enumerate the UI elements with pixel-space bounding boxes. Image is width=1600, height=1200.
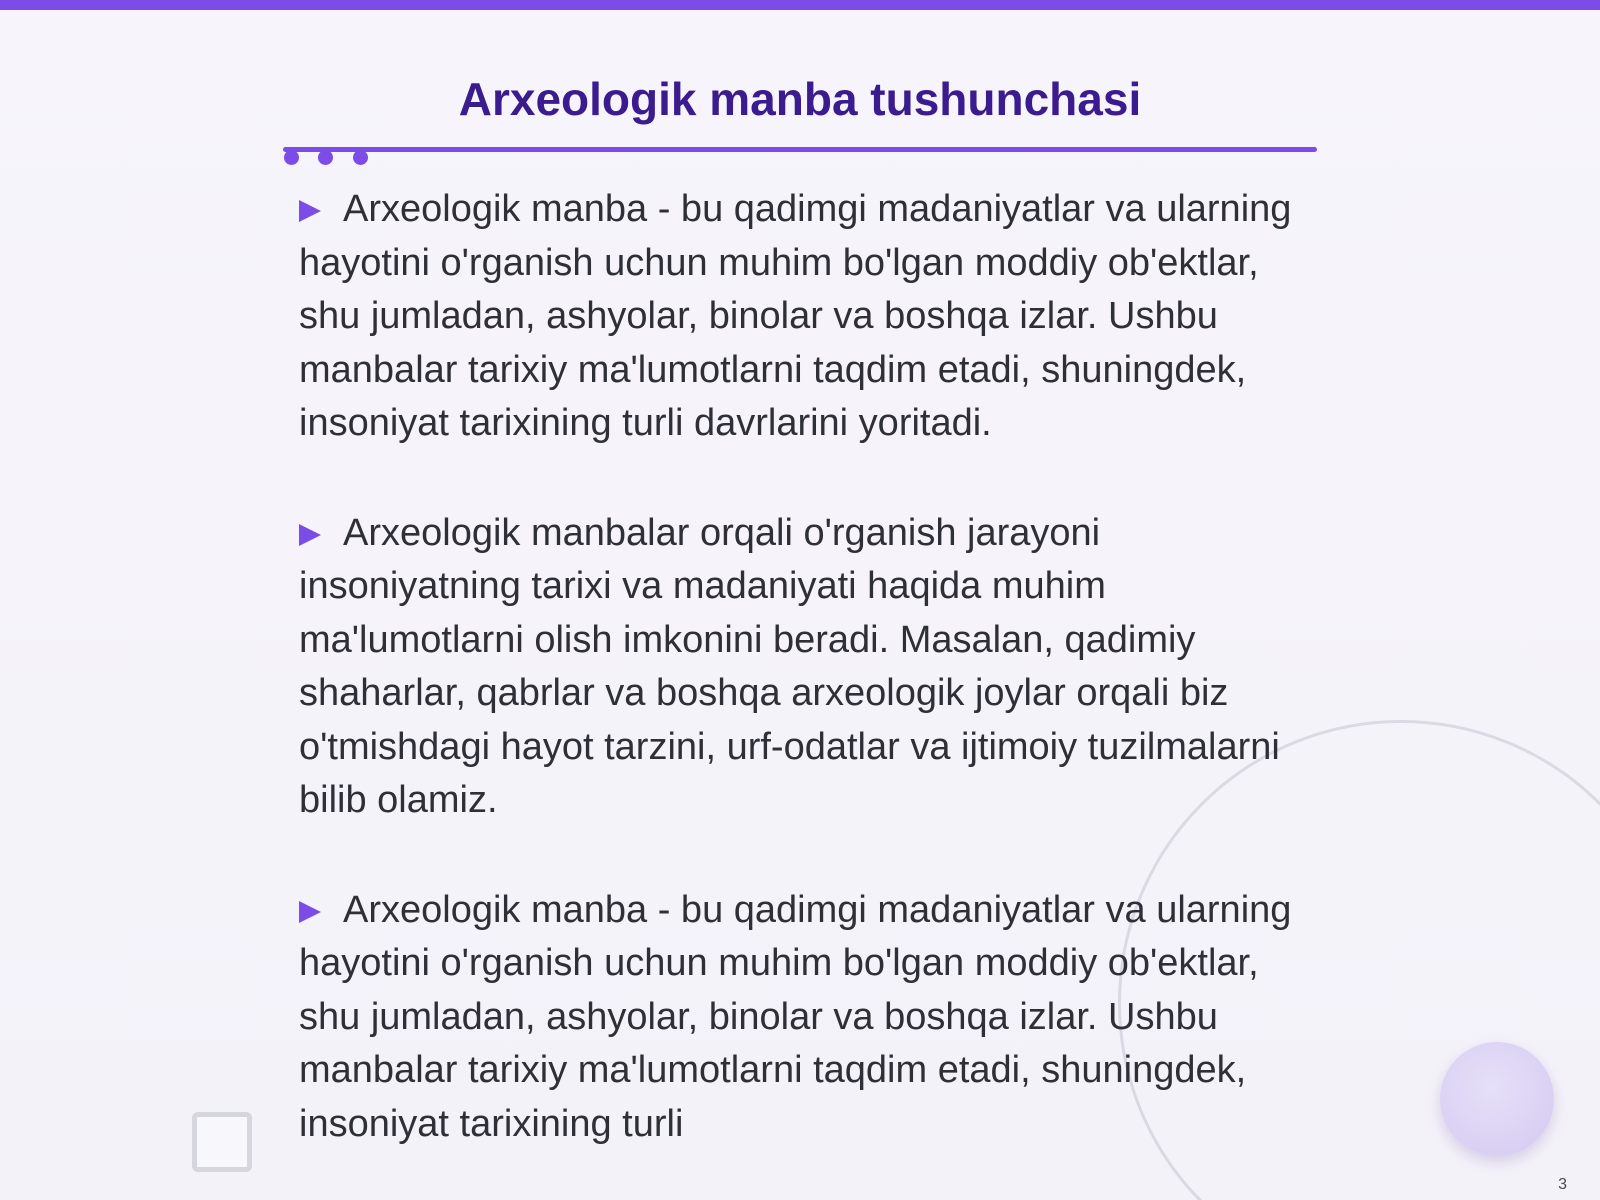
decorative-dot [353, 150, 368, 165]
slide-title: Arxeologik manba tushunchasi [458, 73, 1142, 125]
title-underline [283, 147, 1317, 152]
triangle-arrow-icon [299, 524, 321, 546]
decorative-dot [284, 150, 299, 165]
bullet-item [299, 884, 1309, 1152]
triangle-arrow-icon [299, 901, 321, 923]
page-number: 3 [1558, 1176, 1567, 1193]
decorative-dot [318, 150, 333, 165]
decorative-circle [1440, 1042, 1554, 1156]
bullet-text: Arxeologik manba - bu qadimgi madaniyatlar va ularning hayotini o'rganish uchun muhim bo'lgan moddiy ob'ektlar, shu jumladan, ashyolar, binolar va boshqa izlar. Ushbu manbalar tarixiy ma'lumotlarni taqdim etadi, shuningdek, insoniyat tarixining turli [299, 888, 1292, 1145]
bullet-item [299, 507, 1309, 828]
triangle-arrow-icon [299, 200, 321, 222]
bullet-list [299, 183, 1309, 1200]
top-accent-bar [0, 0, 1600, 10]
bullet-item [299, 183, 1309, 451]
decorative-square [192, 1112, 252, 1172]
bullet-text: Arxeologik manba - bu qadimgi madaniyatlar va ularning hayotini o'rganish uchun muhim bo'lgan moddiy ob'ektlar, shu jumladan, ashyolar, binolar va boshqa izlar. Ushbu manbalar tarixiy ma'lumotlarni taqdim etadi, shuningdek, insoniyat tarixining turli davrlarini yoritadi. [299, 188, 1292, 444]
bullet-text: Arxeologik manbalar orqali o'rganish jarayoni insoniyatning tarixi va madaniyati haqida muhim ma'lumotlarni olish imkonini beradi. Masalan, qadimiy shaharlar, qabrlar va boshqa arxeologik joylar orqali biz o'tmishdagi hayot tarzini, urf-odatlar va ijtimoiy tuzilmalarni bilib olamiz. [299, 511, 1280, 821]
